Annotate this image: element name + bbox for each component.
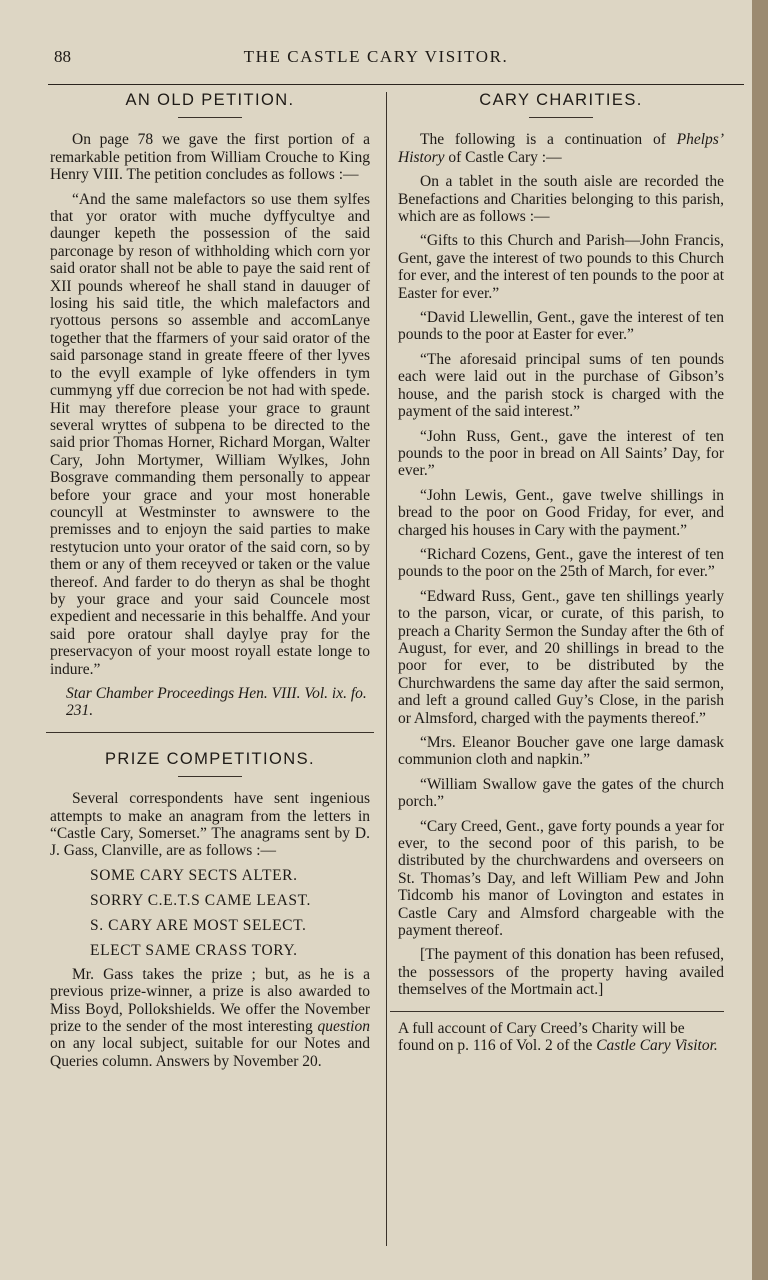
footnote-text: A full account of Cary Creed’s Charity will be found on p. 116 of Vol. 2 of the	[398, 1019, 685, 1055]
charity-entry: “David Llewellin, Gent., gave the interest of ten pounds to the poor at Easter for ever.”	[398, 309, 724, 344]
charity-entry: “John Lewis, Gent., gave twelve shillings in bread to the poor on Good Friday, for ever, and charged his houses in Cary with the payment.”	[398, 486, 724, 539]
petition-citation: Star Chamber Proceedings Hen. VIII. Vol. ix. fo. 231.	[66, 685, 367, 720]
anagram-line: ELECT SAME CRASS TORY.	[90, 941, 298, 959]
prize-closing-text-end: on any local subject, suitable for our Notes and Queries column. Answers by November 20.	[50, 1035, 370, 1070]
column-divider	[386, 92, 387, 1246]
running-title: THE CASTLE CARY VISITOR.	[243, 47, 509, 66]
charity-entry: “Edward Russ, Gent., gave ten shillings yearly to the parson, vicar, or curate, of this parish, to preach a Charity Sermon the Sunday after the 6th of August, for ever, and 20 shillings in bread to the poor for ever, to be distributed by the Churchwardens the same day after the said sermon, and left a ground called Guy’s Close, in the parish or Almsford, charged with the payments thereof.”	[398, 587, 724, 727]
title-ornament	[178, 776, 242, 777]
prize-closing-italic: question	[317, 1018, 370, 1036]
tablet-paragraph: On a tablet in the south aisle are recorded the Benefactions and Charities belonging to this parish, which are as follows :—	[398, 173, 724, 226]
right-column	[398, 92, 724, 1055]
title-ornament	[178, 117, 242, 118]
footnote-italic: Castle Cary Visitor.	[596, 1037, 718, 1055]
page-number: 88	[54, 47, 71, 66]
title-ornament	[529, 117, 593, 118]
prize-title: PRIZE COMPETITIONS.	[105, 749, 315, 768]
header-rule	[48, 84, 744, 85]
charities-title: CARY CHARITIES.	[479, 91, 643, 109]
page-edge	[752, 0, 768, 1280]
prize-closing-text: Mr. Gass takes the prize ; but, as he is a previous prize-winner, a prize is also awarded to Miss Boyd, Pollokshields. We offer the November prize to the sender of the most interesting	[50, 965, 370, 1036]
charity-entry: “Gifts to this Church and Parish—John Francis, Gent, gave the interest of two pounds to this Church for ever, and the interest of ten pounds to the poor at Easter for ever.”	[398, 232, 724, 302]
charity-entry: “Cary Creed, Gent., gave forty pounds a year for ever, to the second poor of this parish, to be distributed by the churchwardens and overseers on St. Thomas’s Day, and left William Pew and John Tidcomb his manor of Lovington and estates in Castle Cary and Almsford chargeable with the payment thereof.	[398, 817, 724, 940]
footnote	[398, 1020, 724, 1055]
charities-intro	[398, 131, 724, 166]
footnote-rule	[390, 1011, 724, 1012]
anagram-line: SORRY C.E.T.S CAME LEAST.	[90, 891, 311, 909]
section-rule	[46, 732, 374, 733]
charities-intro-text: The following is a continuation of	[420, 131, 677, 149]
charity-entry: “Mrs. Eleanor Boucher gave one large damask communion cloth and napkin.”	[398, 734, 724, 769]
bracket-note: [The payment of this donation has been refused, the possessors of the property having availed themselves of the Mortmain act.]	[398, 946, 724, 999]
anagram-line: SOME CARY SECTS ALTER.	[90, 866, 298, 884]
anagram-line: S. CARY ARE MOST SELECT.	[90, 916, 307, 934]
charities-intro-text-end: of Castle Cary :—	[444, 148, 562, 166]
charity-entry: “The aforesaid principal sums of ten pounds each were laid out in the purchase of Gibson’s house, and the parish stock is charged with the payment of the said interest.”	[398, 350, 724, 421]
prize-closing	[50, 966, 370, 1070]
charity-entry: “William Swallow gave the gates of the church porch.”	[398, 775, 724, 811]
charity-entry: “Richard Cozens, Gent., gave the interest of ten pounds to the poor on the 25th of March, for ever.”	[398, 545, 724, 581]
prize-intro: Several correspondents have sent ingenious attempts to make an anagram from the letters in “Castle Cary, Somerset.” The anagrams sent by D. J. Gass, Clanville, are as follows :—	[50, 790, 370, 860]
petition-intro: On page 78 we gave the first portion of a remarkable petition from William Crouche to King Henry VIII. The petition concludes as follows :—	[50, 131, 370, 184]
petition-quote: “And the same malefactors so use them sylfes that yor orator with muche dyffycultye and daunger kepeth the possession of the said parconage by reson of withholding which corn yor said orator shall not be able to paye the said rent of XII pounds whereof he shall stand in dauuger of losing his said title, the which malefactors and ryottous persons so assemble and accomLanye together that the ffarmers of your said orator of the said parsonage stand in greate ffeere of ther lyves to the evyll example of lyke offenders in tym cummyng yff due correcion be not had with spede. Hit may therefore please your grace to graunt several wryttes of subpena to be directed to the said prior Thomas Horner, Richard Morgan, Walter Cary, John Mortymer, William Wylkes, John Bosgrave commanding them personally to appear before your grace and your most honerable councyll at Westminster to awnswere to the premisses and to enjoyn the said parties to make restytucion unto your orator of the said corn, so by them or any of them receyved or taken or the value thereof. And farder to do theryn as shal be thoght by your grace and your said Councele most expedient and necessarie in this behalffe. And your said pore oratour shall daylye pray for the preservacyon of your moost royall estate longe to indure.”	[50, 190, 370, 678]
charity-entry: “John Russ, Gent., gave the interest of ten pounds to the poor in bread on All Saints’ Day, for ever.”	[398, 427, 724, 480]
charities-intro-italic: Phelps’ History	[398, 131, 724, 166]
left-column	[50, 92, 370, 1070]
petition-title: AN OLD PETITION.	[125, 91, 295, 109]
